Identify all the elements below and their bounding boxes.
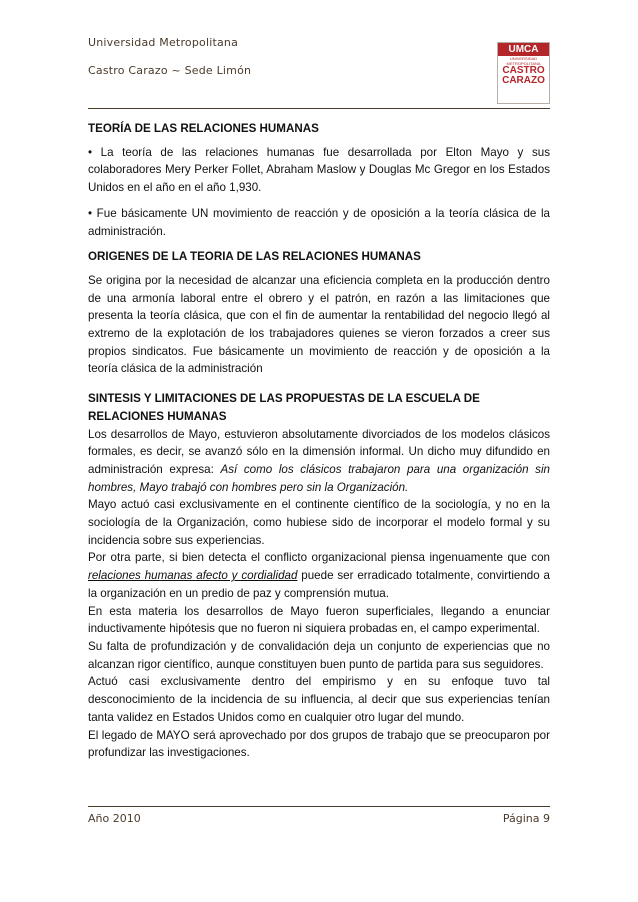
logo-small-text: UNIVERSIDAD METROPOLITANA bbox=[506, 56, 541, 66]
paragraph: • Fue básicamente UN movimiento de reacción y de oposición a la teoría clásica de la administración. bbox=[88, 206, 550, 238]
paragraph: El legado de MAYO será aprovechado por dos grupos de trabajo que se preocuparon por profundizar las investigaciones. bbox=[88, 728, 550, 760]
logo-top-text: UMCA bbox=[498, 43, 549, 56]
paragraph-italic: relaciones humanas afecto y cordialidad bbox=[88, 569, 298, 583]
paragraph bbox=[88, 549, 550, 602]
paragraph-text: Los desarrollos de Mayo, estuvieron absolutamente divorciados de los modelos clásicos formales, es decir, se avanzó sólo en la dimensión informal. Un dicho muy difundido en administración expresa: bbox=[88, 427, 550, 476]
footer-page-number: Página 9 bbox=[502, 812, 550, 825]
header-university: Universidad Metropolitana bbox=[88, 36, 239, 49]
logo-line1: CASTRO bbox=[502, 65, 545, 76]
section-title-sintesis: SINTESIS Y LIMITACIONES DE LAS PROPUESTAS DE LA ESCUELA DE RELACIONES HUMANAS bbox=[88, 392, 480, 423]
paragraph: Su falta de profundización y de convalidación deja un conjunto de experiencias que no alcanzan rigor científico, aunque constituyen buen punto de partida para sus seguidores. bbox=[88, 639, 550, 671]
page-header bbox=[88, 28, 550, 108]
header-divider bbox=[88, 108, 550, 109]
paragraph bbox=[88, 426, 550, 497]
paragraph: Se origina por la necesidad de alcanzar una eficiencia completa en la producción dentro de una armonía laboral entre el obrero y el patrón, en razón a las limitaciones que presenta la teoría clásica, que con el fin de aumentar la rentabilidad del negocio llegó al extremo de la explotación de los trabajadores quienes se vieron forzados a creer sus propios sindicatos. Fue básicamente un movimiento de reacción y de oposición a la teoría clásica de la administración bbox=[88, 273, 550, 376]
document-body bbox=[88, 120, 550, 762]
paragraph: • La teoría de las relaciones humanas fue desarrollada por Elton Mayo y sus colaboradores Mery Perker Follet, Abraham Maslow y Douglas Mc Gregor en los Estados Unidos en el año en el año 1,930. bbox=[88, 145, 550, 195]
footer-divider bbox=[88, 806, 550, 807]
logo-line2: CARAZO bbox=[502, 75, 545, 86]
paragraph: Mayo actuó casi exclusivamente en el continente científico de la sociología, y no en la sociología de la Organización, como hubiese sido de incorporar el modelo formal y su incidencia sobre sus experiencias. bbox=[88, 498, 550, 547]
section-title-origenes: ORIGENES DE LA TEORIA DE LAS RELACIONES HUMANAS bbox=[88, 250, 421, 264]
header-campus: Castro Carazo ~ Sede Limón bbox=[88, 64, 252, 77]
paragraph-italic: Así como los clásicos trabajaron para una organización sin hombres, Mayo trabajó con hombres pero sin la Organización. bbox=[88, 462, 550, 494]
section-title-teoria: TEORÍA DE LAS RELACIONES HUMANAS bbox=[88, 122, 319, 135]
paragraph: En esta materia los desarrollos de Mayo fueron superficiales, llegando a enunciar inductivamente hipótesis que no fueron ni siquiera probadas en, el campo experimental. bbox=[88, 604, 550, 636]
paragraph: Actuó casi exclusivamente dentro del empirismo y en su enfoque tuvo tal desconocimiento de la incidencia de su influencia, al decir que sus experiencias tenían tanta validez en Estados Unidos como en cualquier otro lugar del mundo. bbox=[88, 675, 550, 724]
university-logo bbox=[497, 42, 550, 104]
footer-year: Año 2010 bbox=[88, 812, 141, 825]
paragraph-text: Por otra parte, si bien detecta el conflicto organizacional piensa ingenuamente que con bbox=[88, 551, 550, 565]
paragraph-text: puede ser erradicado totalmente, convirtiendo a la organización en un predio de paz y comprensión mutua. bbox=[88, 569, 550, 600]
